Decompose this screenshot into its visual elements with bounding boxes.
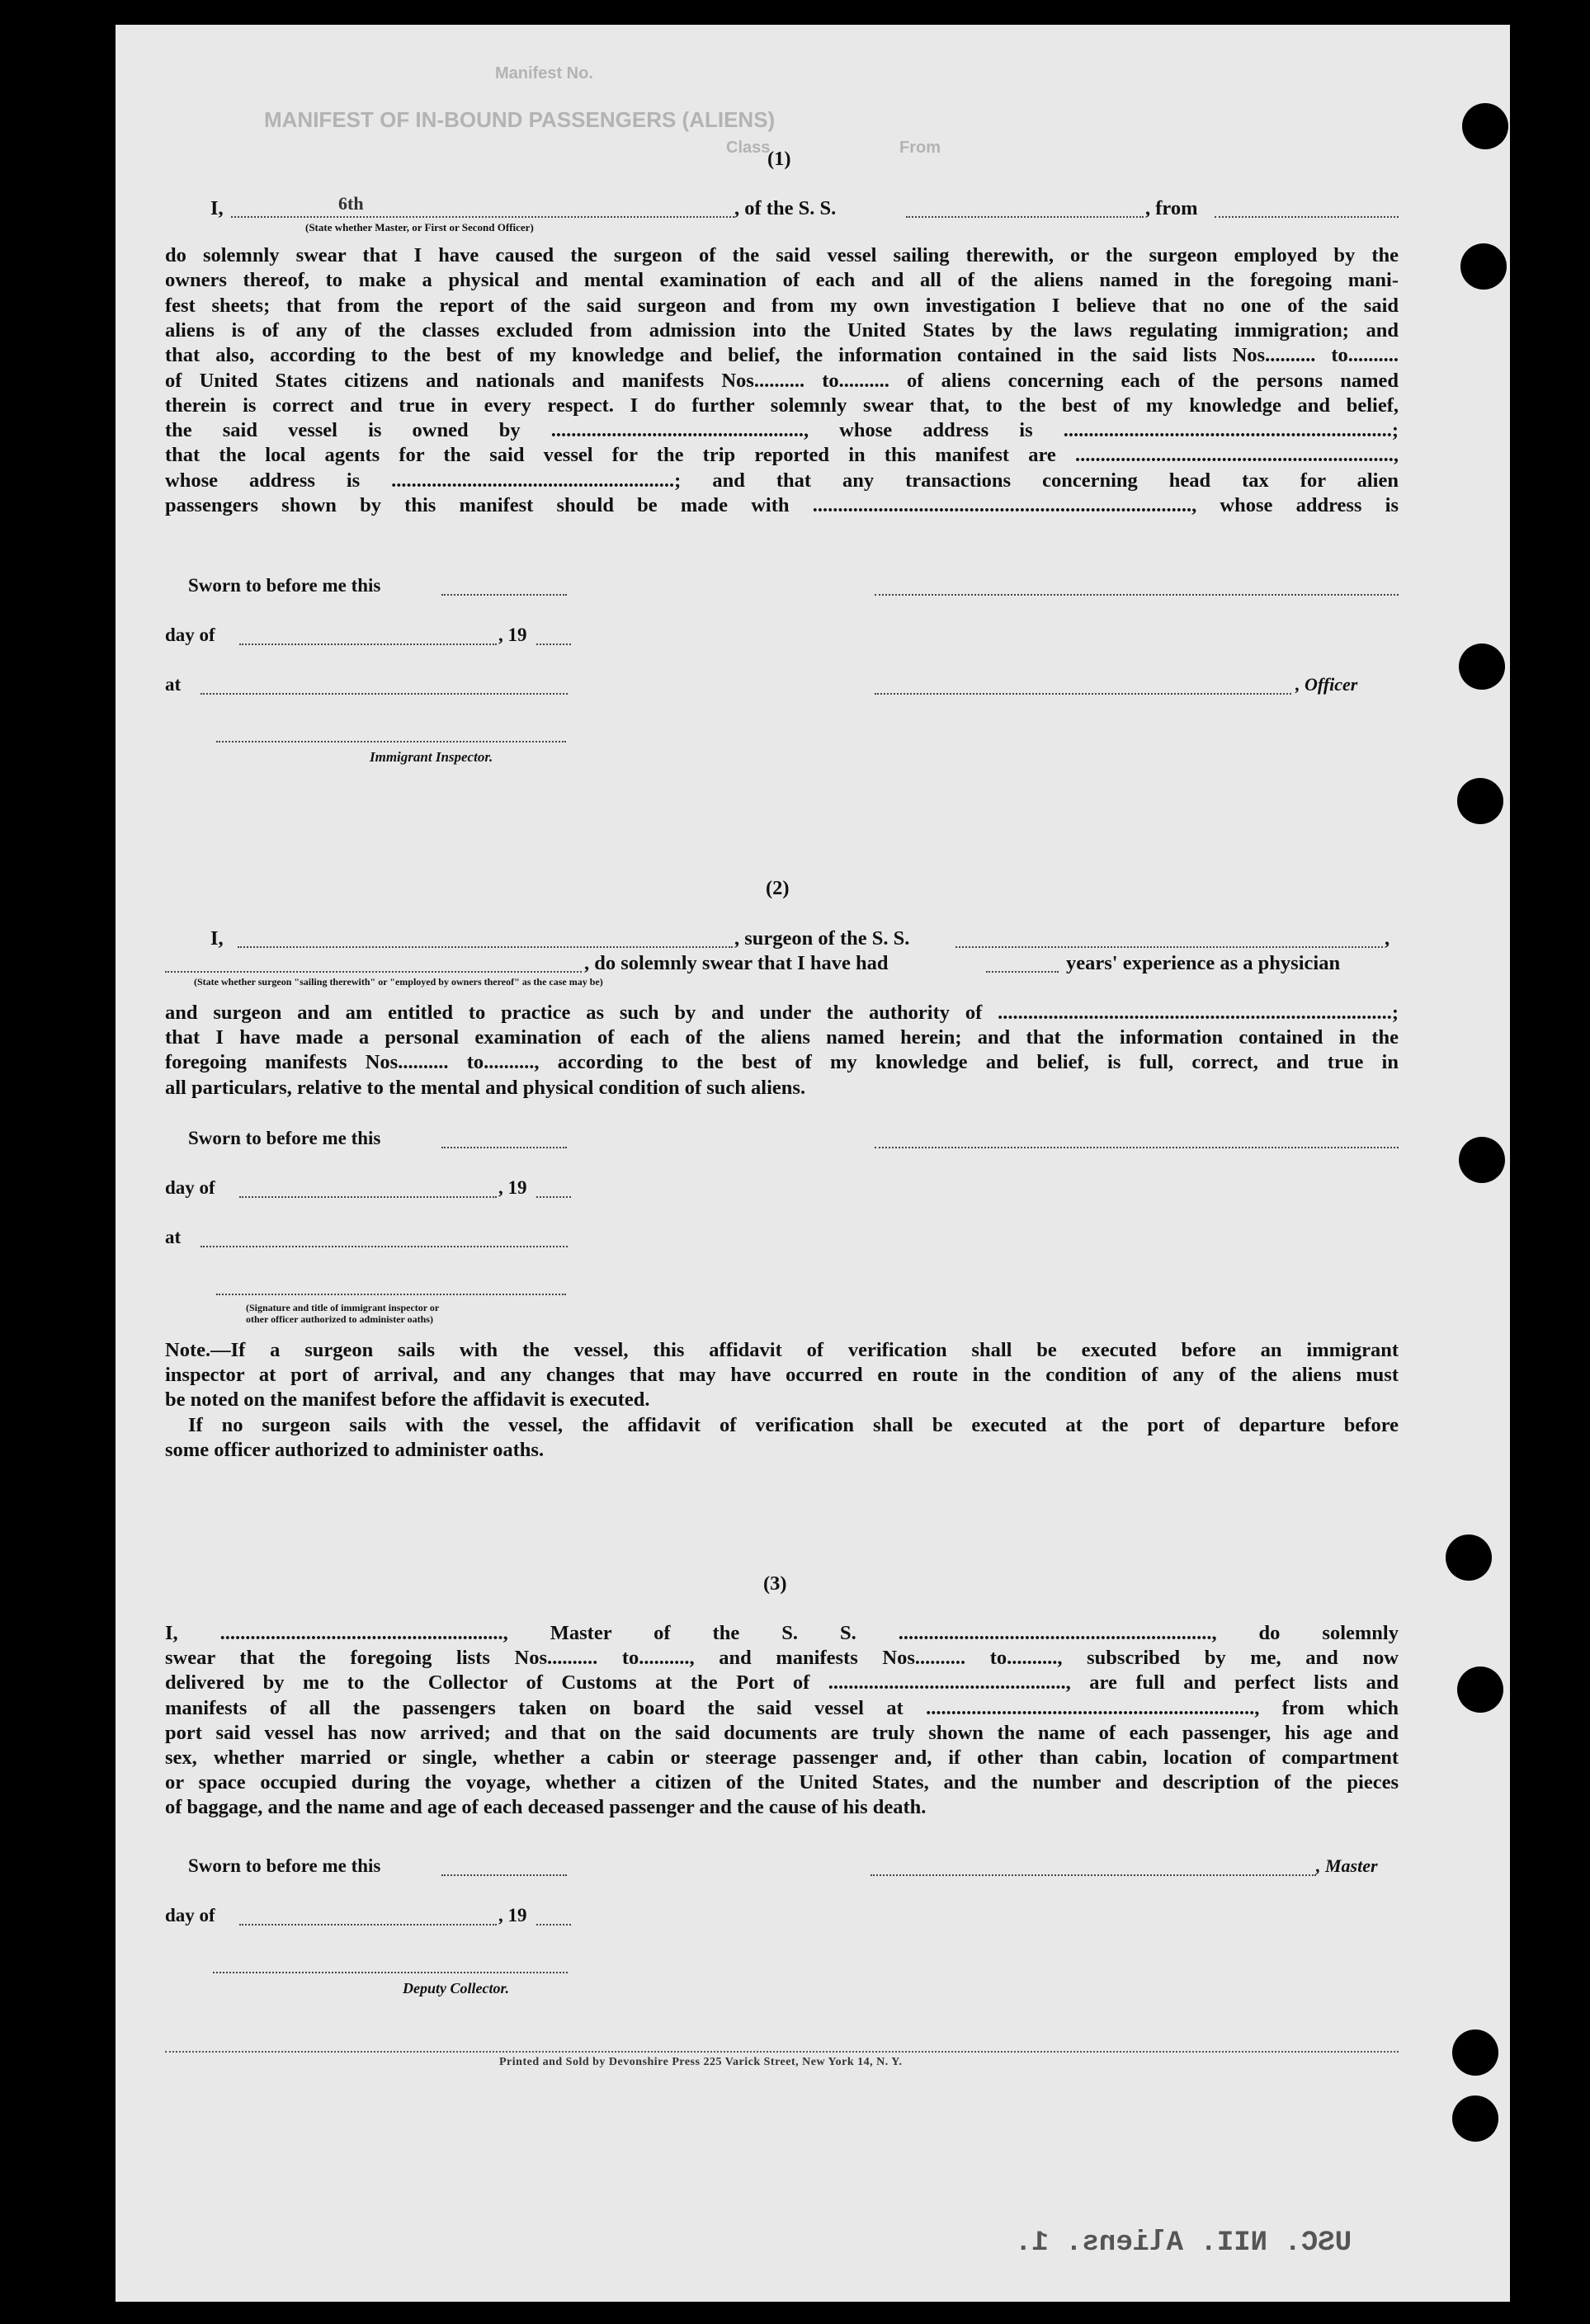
- paragraph-line: swear that the foregoing lists Nos.......... to.........., and manifests Nos.......... to.........., subscribed by me, and now: [165, 1647, 1399, 1670]
- paragraph-line: that the local agents for the said vessel for the trip reported in this manifest are ...............................................................,: [165, 444, 1399, 467]
- paragraph-line: aliens is of any of the classes excluded from admission into the United States by the laws regulating immigration; and: [165, 318, 1399, 342]
- printer-imprint: Printed and Sold by Devonshire Press 225 Varick Street, New York 14, N. Y.: [499, 2056, 903, 2068]
- paragraph-line: whose address is ........................................................; and that any transactions concerning head tax for alien: [165, 469, 1399, 492]
- section-1-i: I,: [210, 197, 224, 219]
- at-label-2: at: [165, 1227, 182, 1247]
- paragraph-line: the said vessel is owned by .................................................., whose address is .................................................................;: [165, 419, 1399, 442]
- signature-note-2: other officer authorized to administer oaths): [246, 1313, 433, 1325]
- immigrant-inspector-label: Immigrant Inspector.: [370, 749, 493, 765]
- deputy-collector-label: Deputy Collector.: [403, 1980, 509, 1996]
- year-label-3: , 19: [498, 1905, 527, 1926]
- paragraph-line: Note.—If a surgeon sails with the vessel, this affidavit of verification shall be executed before an immigrant: [165, 1339, 1399, 1361]
- punch-hole: [1459, 1137, 1505, 1183]
- at-label-1: at: [165, 674, 182, 695]
- paragraph-line: owners thereof, to make a physical and mental examination of each and all of the aliens named in the foregoing mani-: [165, 269, 1399, 292]
- surgeon-vessel-field[interactable]: [955, 946, 1383, 948]
- year-label-1: , 19: [498, 625, 527, 645]
- paragraph-line: or space occupied during the voyage, whether a citizen of the United States, and the number and description of the pieces: [165, 1771, 1399, 1794]
- years-field[interactable]: [986, 971, 1059, 973]
- sworn-label-1: Sworn to before me this: [188, 575, 381, 596]
- day-of-label-1: day of: [165, 625, 215, 645]
- paragraph-line: inspector at port of arrival, and any changes that may have occurred en route in the condition of any of the aliens must: [165, 1364, 1399, 1386]
- section-1-number: (1): [767, 148, 791, 170]
- punch-hole: [1459, 643, 1505, 690]
- paragraph-line: of United States citizens and nationals and manifests Nos.......... to.......... of aliens concerning each of the persons named: [165, 369, 1399, 392]
- header-class: Class: [726, 139, 771, 157]
- year-field-2[interactable]: [536, 1196, 571, 1198]
- punch-hole: [1462, 103, 1508, 149]
- officer-signature-field[interactable]: [875, 594, 1399, 596]
- paragraph-line: If no surgeon sails with the vessel, the affidavit of verification shall be executed at the port of departure before: [188, 1414, 1399, 1436]
- from-label: , from: [1145, 197, 1198, 219]
- at-field-1[interactable]: [201, 693, 568, 695]
- paragraph-line: do solemnly swear that I have caused the surgeon of the said vessel sailing therewith, or the surgeon employed by the: [165, 244, 1399, 266]
- section-3-number: (3): [763, 1572, 787, 1595]
- paragraph-line: that I have made a personal examination of each of the aliens named herein; and that the information contained in the: [165, 1026, 1399, 1049]
- punch-hole: [1452, 2095, 1498, 2142]
- paragraph-line: delivered by me to the Collector of Customs at the Port of ..............................................., are full and perfect lists and: [165, 1671, 1399, 1695]
- paragraph-line: be noted on the manifest before the affidavit is executed.: [165, 1388, 650, 1411]
- surgeon-name-field[interactable]: [238, 946, 733, 948]
- paragraph-line: that also, according to the best of my knowledge and belief, the information contained in the said lists Nos.......... to..........: [165, 344, 1399, 367]
- handwritten-rank: 6th: [338, 193, 364, 214]
- swear-label: , do solemnly swear that I have had: [584, 952, 889, 974]
- surgeon-of-label: , surgeon of the S. S.: [734, 927, 910, 950]
- paragraph-line: port said vessel has now arrived; and that on the said documents are truly shown the name of each passenger, his age and: [165, 1721, 1399, 1744]
- vessel-name-field[interactable]: [906, 216, 1144, 218]
- paragraph-line: fest sheets; that from the report of the said surgeon and from my own investigation I believe that no one of the said: [165, 294, 1399, 317]
- surgeon-signature-field[interactable]: [875, 1147, 1399, 1148]
- officer-line-field[interactable]: [875, 693, 1291, 695]
- mirrored-stamp: USC. NII. Aliens. 1.: [1015, 2227, 1352, 2259]
- surgeon-note: (State whether surgeon "sailing therewith" or "employed by owners thereof" as the case may be): [194, 976, 603, 988]
- day-field-1[interactable]: [239, 643, 497, 645]
- year-label-2: , 19: [498, 1177, 527, 1198]
- deputy-signature-field[interactable]: [213, 1972, 568, 1973]
- punch-hole: [1446, 1534, 1492, 1581]
- paragraph-line: manifests of all the passengers taken on board the said vessel at ................................................................., from which: [165, 1696, 1399, 1719]
- punch-hole: [1457, 1666, 1503, 1713]
- master-label: , Master: [1316, 1855, 1378, 1876]
- sworn-date-field-1[interactable]: [441, 594, 567, 596]
- sworn-date-field-2[interactable]: [441, 1147, 567, 1148]
- day-of-label-3: day of: [165, 1905, 215, 1926]
- paragraph-line: some officer authorized to administer oaths.: [165, 1439, 545, 1461]
- paragraph-line: all particulars, relative to the mental and physical condition of such aliens.: [165, 1076, 806, 1099]
- of-ss-label: , of the S. S.: [734, 197, 837, 219]
- year-field-1[interactable]: [536, 643, 571, 645]
- paragraph-line: of baggage, and the name and age of each deceased passenger and the cause of his death.: [165, 1796, 927, 1819]
- day-field-3[interactable]: [239, 1924, 497, 1926]
- paragraph-line: therein is correct and true in every respect. I do further solemnly swear that, to the best of my knowledge and belief,: [165, 394, 1399, 417]
- paragraph-line: and surgeon and am entitled to practice as such by and under the authority of ..............................................................................;: [165, 1002, 1399, 1024]
- header-manifest-number: Manifest No.: [495, 64, 593, 82]
- comma-end: ,: [1385, 927, 1390, 950]
- signature-note-1: (Signature and title of immigrant inspector or: [246, 1302, 440, 1313]
- officer-rank-field[interactable]: [231, 216, 734, 218]
- inspector-signature-field-2[interactable]: [216, 1294, 566, 1295]
- paragraph-line: foregoing manifests Nos.......... to.........., according to the best of my knowledge and belief, is full, correct, and true in: [165, 1051, 1399, 1074]
- paragraph-line: I, ........................................................, Master of the S. S. .............................................................., do solemnly: [165, 1622, 1399, 1644]
- sworn-label-3: Sworn to before me this: [188, 1855, 381, 1876]
- year-field-3[interactable]: [536, 1924, 571, 1926]
- officer-note: (State whether Master, or First or Second Officer): [305, 221, 534, 233]
- day-of-label-2: day of: [165, 1177, 215, 1198]
- punch-hole: [1457, 778, 1503, 824]
- day-field-2[interactable]: [239, 1196, 497, 1198]
- paragraph-line: sex, whether married or single, whether a cabin or steerage passenger and, if other than cabin, location of compartment: [165, 1747, 1399, 1769]
- from-port-field[interactable]: [1215, 216, 1399, 218]
- years-label: years' experience as a physician: [1066, 952, 1341, 974]
- at-field-2[interactable]: [201, 1246, 568, 1247]
- officer-label: , Officer: [1295, 674, 1358, 695]
- section-2-number: (2): [766, 877, 790, 899]
- header-from: From: [899, 139, 941, 157]
- paragraph-line: passengers shown by this manifest should be made with ..........................................................................., whose address is: [165, 494, 1399, 516]
- sworn-date-field-3[interactable]: [441, 1874, 567, 1876]
- punch-hole: [1460, 243, 1507, 290]
- surgeon-type-field[interactable]: [165, 971, 582, 973]
- master-signature-field[interactable]: [870, 1874, 1316, 1876]
- punch-hole: [1452, 2029, 1498, 2076]
- section-2-i: I,: [210, 927, 224, 950]
- inspector-signature-field[interactable]: [216, 741, 566, 742]
- header-manifest-title: MANIFEST OF IN-BOUND PASSENGERS (ALIENS): [264, 107, 776, 132]
- sworn-label-2: Sworn to before me this: [188, 1128, 381, 1148]
- footer-rule: [165, 2051, 1399, 2053]
